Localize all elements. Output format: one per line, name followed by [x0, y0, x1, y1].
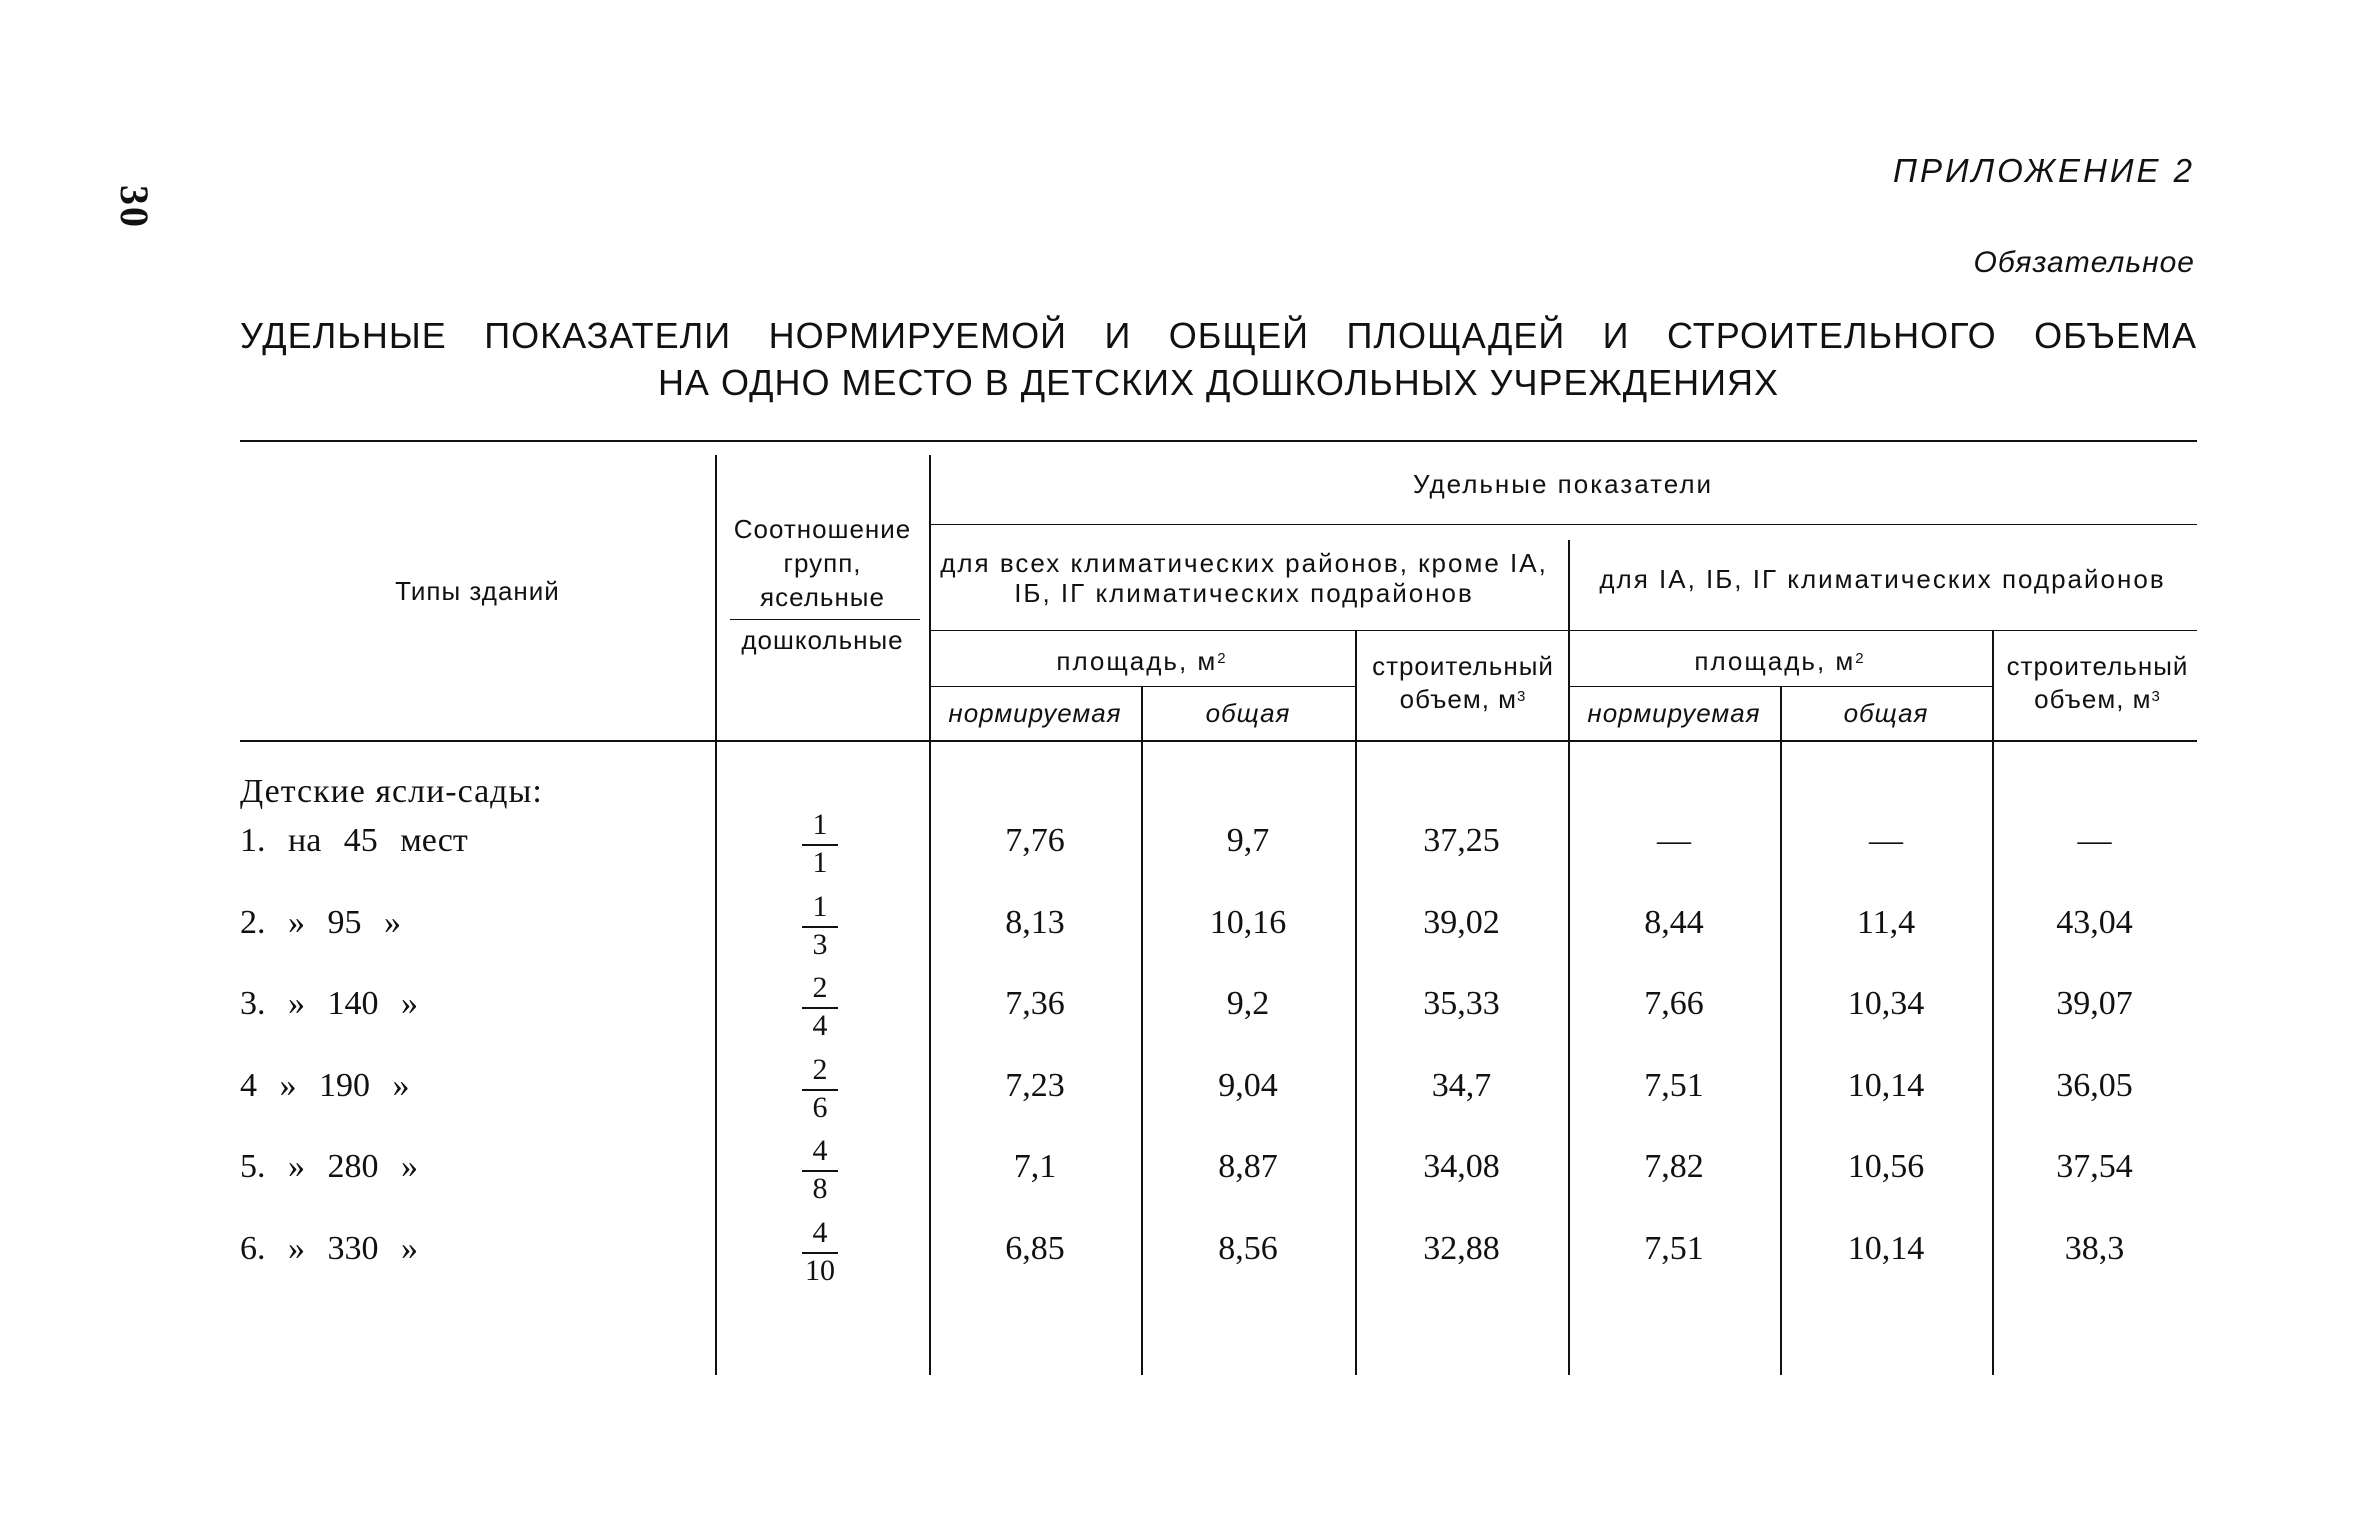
- ratio-preschool: 1: [812, 846, 828, 879]
- cell-b-vol: 38,3: [2064, 1230, 2125, 1267]
- cell-a-total: 8,56: [1218, 1230, 1278, 1267]
- ratio-fraction: [790, 808, 850, 880]
- ratio-nursery: 1: [812, 890, 828, 923]
- ratio-preschool: 6: [812, 1091, 828, 1124]
- subheader-volume-a: [1358, 650, 1568, 716]
- ratio-nursery: 2: [812, 1053, 828, 1086]
- cell-b-total: 10,14: [1847, 1230, 1925, 1267]
- header-bottom-rule: [240, 740, 2197, 742]
- cell-b-vol: 39,07: [2056, 985, 2133, 1022]
- row-label: 1. на 45 мест: [240, 822, 468, 859]
- page-number: 30: [112, 185, 157, 229]
- cell-a-norm: 7,23: [1005, 1067, 1065, 1104]
- cell-b-vol: 43,04: [2056, 904, 2133, 941]
- ratio-fraction: [790, 1134, 850, 1206]
- row-label: 6. » 330 »: [240, 1230, 418, 1267]
- cell-b-vol: 36,05: [2056, 1067, 2133, 1104]
- ratio-fraction: [790, 971, 850, 1043]
- column-header-indicators: Удельные показатели: [1412, 469, 1714, 499]
- column-header-ratio-bottom: дошкольные: [741, 625, 904, 655]
- subheader-area-b-power: 2: [1855, 650, 1866, 667]
- cell-b-norm: 8,44: [1644, 904, 1704, 941]
- cell-b-norm: 7,51: [1644, 1230, 1704, 1267]
- ratio-preschool: 3: [812, 928, 828, 961]
- ratio-nursery: 4: [812, 1134, 828, 1167]
- cell-a-vol: 39,02: [1423, 904, 1500, 941]
- cell-a-total: 10,16: [1209, 904, 1287, 941]
- cell-b-norm: 7,82: [1644, 1148, 1704, 1185]
- column-header-types: Типы зданий: [395, 576, 560, 606]
- appendix-label: ПРИЛОЖЕНИЕ 2: [1893, 152, 2195, 189]
- subheader-area-a-power: 2: [1217, 650, 1228, 667]
- cell-a-total: 9,04: [1218, 1067, 1278, 1104]
- cell-b-vol: 37,54: [2056, 1148, 2133, 1185]
- cell-a-total: 9,2: [1226, 985, 1270, 1022]
- cell-a-vol: 34,7: [1431, 1067, 1492, 1104]
- subheader-volume-b: [1995, 650, 2200, 716]
- cell-a-total: 9,7: [1226, 822, 1270, 859]
- subheader-volume-b-text: строительный объем, м: [2006, 651, 2189, 714]
- group-header-b: для IA, IБ, IГ климатических подрайонов: [1599, 564, 2166, 594]
- cell-a-vol: 32,88: [1423, 1230, 1500, 1267]
- cell-b-norm: —: [1657, 822, 1691, 859]
- document-title-line-1: УДЕЛЬНЫЕ ПОКАЗАТЕЛИ НОРМИРУЕМОЙ И ОБЩЕЙ ПЛОЩАДЕЙ И СТРОИТЕЛЬНОГО ОБЪЕМА: [240, 315, 2197, 356]
- subheader-volume-a-power: 3: [1517, 688, 1527, 705]
- row-label: 2. » 95 »: [240, 904, 401, 941]
- row-label: 5. » 280 »: [240, 1148, 418, 1185]
- cell-b-total: 11,4: [1856, 904, 1916, 941]
- cell-a-vol: 35,33: [1423, 985, 1500, 1022]
- ratio-header-divider: [730, 619, 920, 620]
- column-rule-b-total: [1780, 686, 1782, 1375]
- cell-a-norm: 7,1: [1013, 1148, 1057, 1185]
- subheader-volume-a-text: строительный объем, м: [1372, 651, 1554, 714]
- cell-b-norm: 7,51: [1644, 1067, 1704, 1104]
- cell-a-vol: 37,25: [1423, 822, 1500, 859]
- ratio-nursery: 4: [812, 1216, 828, 1249]
- cell-a-norm: 7,76: [1005, 822, 1065, 859]
- cell-b-total: —: [1869, 822, 1903, 859]
- row-label: 3. » 140 »: [240, 985, 418, 1022]
- header-rule-indicators: [929, 524, 2197, 525]
- cell-b-total: 10,56: [1847, 1148, 1925, 1185]
- cell-a-vol: 34,08: [1423, 1148, 1500, 1185]
- ratio-fraction: [790, 1216, 850, 1288]
- ratio-fraction: [790, 890, 850, 962]
- cell-a-norm: 7,36: [1005, 985, 1065, 1022]
- subheader-area-b-text: площадь, м: [1694, 646, 1856, 676]
- subheader-total-a: общая: [1205, 698, 1291, 728]
- ratio-preschool: 10: [805, 1254, 835, 1287]
- row-label: 4 » 190 »: [240, 1067, 410, 1104]
- document-title-line-2: НА ОДНО МЕСТО В ДЕТСКИХ ДОШКОЛЬНЫХ УЧРЕЖДЕНИЯХ: [657, 362, 1780, 403]
- subheader-normed-b: нормируемая: [1587, 698, 1761, 728]
- cell-a-total: 8,87: [1218, 1148, 1278, 1185]
- subheader-area-b: [1568, 645, 1992, 678]
- status-label: Обязательное: [1973, 246, 2195, 279]
- ratio-nursery: 2: [812, 971, 828, 1004]
- group-header-a: для всех климатических районов, кроме IA, IБ, IГ климатических подрайонов: [940, 548, 1548, 608]
- ratio-nursery: 1: [812, 808, 828, 841]
- column-rule-ratio-left: [715, 455, 717, 1375]
- column-header-ratio-top: Соотношение групп, ясельные: [733, 514, 912, 612]
- ratio-fraction: [790, 1053, 850, 1125]
- subheader-area-a: [929, 645, 1355, 678]
- cell-b-norm: 7,66: [1644, 985, 1704, 1022]
- cell-a-norm: 6,85: [1005, 1230, 1065, 1267]
- header-rule-groups: [929, 630, 2197, 631]
- column-rule-a-total: [1141, 686, 1143, 1375]
- section-label: Детские ясли-сады:: [240, 773, 543, 810]
- cell-b-vol: —: [2077, 822, 2112, 859]
- table-top-rule: [240, 440, 2197, 442]
- cell-b-total: 10,34: [1847, 985, 1925, 1022]
- cell-b-total: 10,14: [1847, 1067, 1925, 1104]
- subheader-normed-a: нормируемая: [948, 698, 1122, 728]
- subheader-volume-b-power: 3: [2151, 688, 2161, 705]
- ratio-preschool: 4: [812, 1009, 828, 1042]
- ratio-preschool: 8: [812, 1172, 828, 1205]
- subheader-area-a-text: площадь, м: [1056, 646, 1218, 676]
- cell-a-norm: 8,13: [1005, 904, 1065, 941]
- subheader-total-b: общая: [1843, 698, 1929, 728]
